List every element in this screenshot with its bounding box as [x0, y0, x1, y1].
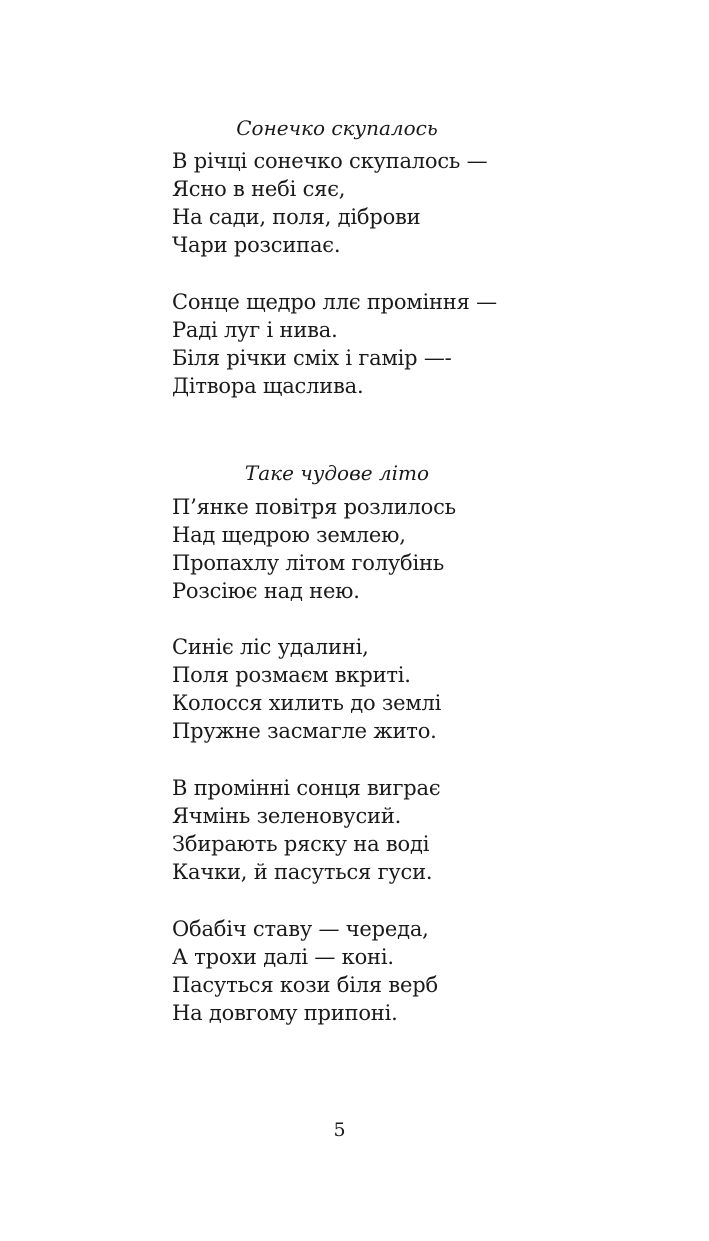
poem-line: В річці сонечко скупалось — [172, 149, 488, 173]
poem-line: П’янке повітря розлилось [172, 495, 456, 519]
poem-line: Над щедрою землею, [172, 523, 406, 547]
poem-line: Раді луг і нива. [172, 318, 338, 342]
poem-line: В промінні сонця виграє [172, 776, 441, 800]
poem-line: Колосся хилить до землі [172, 691, 442, 715]
poem-title: Таке чудове літо [244, 461, 430, 485]
poem-line: А трохи далі — коні. [172, 945, 394, 969]
poem-line: Дітвора щаслива. [172, 374, 364, 398]
poem-line: Розсіює над нею. [172, 579, 360, 603]
poem-line: Чари розсипає. [172, 233, 341, 257]
poem-line: Сонце щедро ллє проміння — [172, 290, 497, 314]
poem-line: Пропахлу літом голубінь [172, 551, 444, 575]
stanza [172, 774, 440, 886]
poem-line: Пружне засмагле жито. [172, 719, 437, 743]
poem-line: На сади, поля, діброви [172, 205, 421, 229]
poem-line: Ячмінь зеленовусий. [172, 804, 402, 828]
poem-line: Біля річки сміх і гамір —- [172, 346, 452, 370]
poem-line: Збирають ряску на воді [172, 832, 430, 856]
stanza [172, 288, 497, 400]
stanza [172, 633, 441, 745]
stanza [172, 915, 438, 1027]
stanza [172, 493, 456, 605]
poem-line: Ясно в небі сяє, [172, 177, 346, 201]
poem-line: Пасуться кози біля верб [172, 973, 438, 997]
poem-title: Сонечко скупалось [236, 116, 438, 140]
poem-line: Поля розмаєм вкриті. [172, 663, 411, 687]
poem-line: Синіє ліс удалині, [172, 635, 369, 659]
poem-line: Обабіч ставу — череда, [172, 917, 429, 941]
poem-line: На довгому припоні. [172, 1001, 398, 1025]
poem-line: Качки, й пасуться гуси. [172, 860, 433, 884]
page-number: 5 [333, 1119, 346, 1141]
stanza [172, 147, 487, 259]
